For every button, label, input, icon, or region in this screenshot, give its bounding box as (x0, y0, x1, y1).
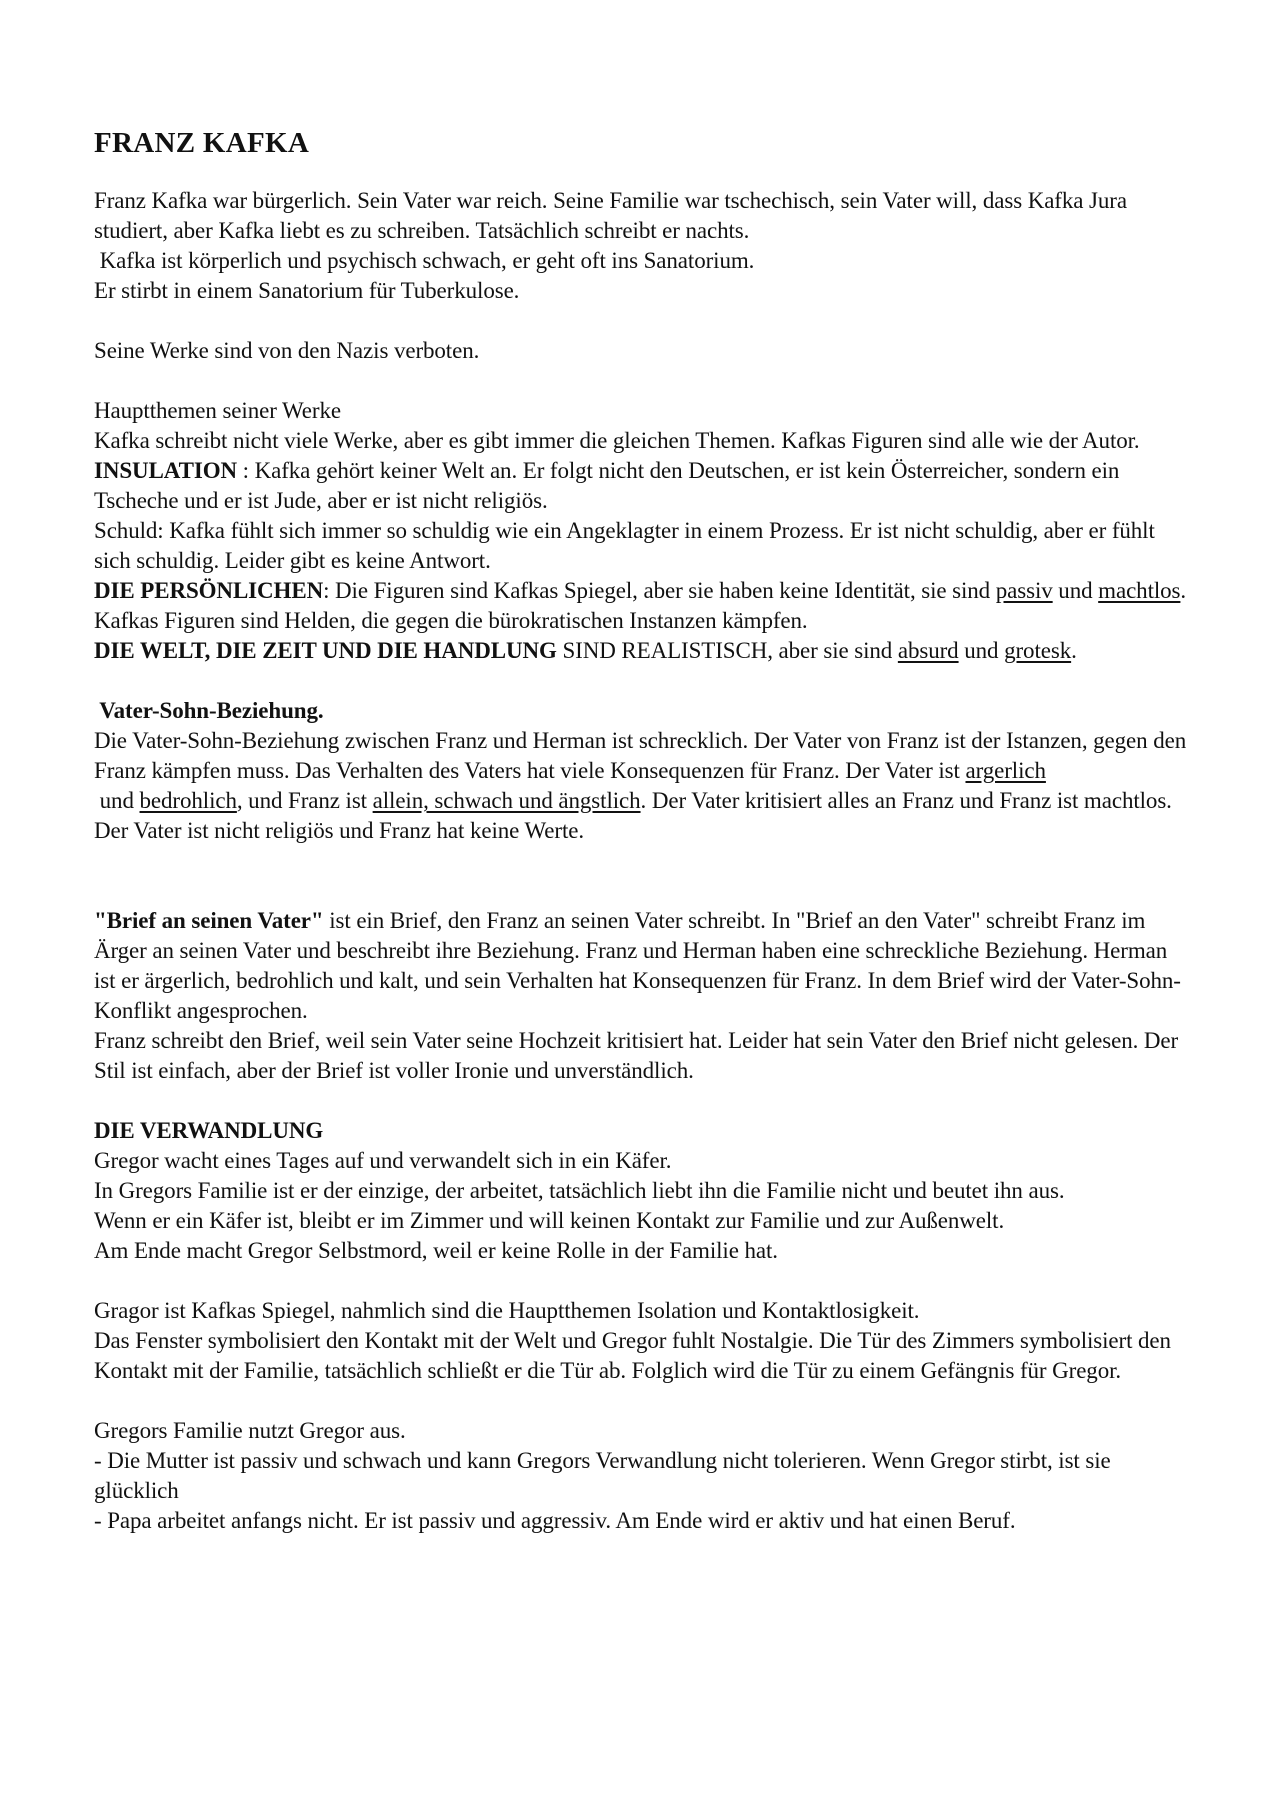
intro-paragraph-4: Seine Werke sind von den Nazis verboten. (94, 338, 480, 363)
vater-sohn-section (94, 696, 1194, 846)
persoenlichen-label: DIE PERSÖNLICHEN (94, 578, 324, 603)
themes-paragraph-1: Kafka schreibt nicht viele Werke, aber es gibt immer die gleichen Themen. Kafkas Figuren sind alle wie der Autor. (94, 428, 1140, 453)
helden-paragraph: Kafkas Figuren sind Helden, die gegen die bürokratischen Instanzen kämpfen. (94, 608, 808, 633)
welt-text: SIND REALISTISCH, aber sie sind (556, 638, 898, 663)
verwandlung-list-item-papa: - Papa arbeitet anfangs nicht. Er ist passiv und aggressiv. Am Ende wird er aktiv und hat einen Beruf. (94, 1508, 1016, 1533)
underlined-bedrohlich: bedrohlich (139, 788, 237, 813)
welt-end: . (1071, 638, 1077, 663)
underlined-passiv: passiv (995, 578, 1053, 603)
brief-section (94, 906, 1194, 1086)
vater-text-2: und (94, 788, 140, 813)
verwandlung-heading (94, 1116, 1194, 1146)
underlined-allein: allein, schwach und ängstlich (372, 788, 641, 813)
verwandlung-paragraph-1: Gregor wacht eines Tages auf und verwandelt sich in ein Käfer. (94, 1148, 672, 1173)
brief-label: "Brief an seinen Vater" (94, 908, 324, 933)
underlined-grotesk: grotesk (1004, 638, 1072, 663)
persoenlichen-paragraph (94, 576, 1194, 606)
verwandlung-paragraph-2: In Gregors Familie ist er der einzige, der arbeitet, tatsächlich liebt ihn die Familie nicht und beutet ihn aus. (94, 1178, 1065, 1203)
persoenlichen-end: . (1180, 578, 1187, 603)
vater-text-4: . Der Vater kritisiert alles an Franz und Franz ist machtlos. Der Vater ist nicht religiös und Franz hat keine Werte. (94, 788, 1172, 843)
vater-sohn-heading-text: Vater-Sohn-Beziehung. (94, 698, 324, 723)
welt-und: und (958, 638, 1005, 663)
welt-paragraph (94, 636, 1194, 666)
themes-section (94, 396, 1194, 666)
schuld-paragraph: Schuld: Kafka fühlt sich immer so schuldig wie ein Angeklagter in einem Prozess. Er ist nicht schuldig, aber er fühlt sich schuldig. Leider gibt es keine Antwort. (94, 518, 1155, 573)
underlined-argerlich: argerlich (965, 758, 1046, 783)
intro-section (94, 186, 1194, 366)
intro-paragraph-3: Er stirbt in einem Sanatorium für Tuberkulose. (94, 278, 520, 303)
intro-paragraph-1: Franz Kafka war bürgerlich. Sein Vater war reich. Seine Familie war tschechisch, sein Vater will, dass Kafka Jura studiert, aber Kafka liebt es zu schreiben. Tatsächlich schreibt er nachts. (94, 188, 1127, 243)
verwandlung-section (94, 1116, 1194, 1536)
verwandlung-paragraph-6: Das Fenster symbolisiert den Kontakt mit der Welt und Gregor fuhlt Nostalgie. Die Tür des Zimmers symbolisiert den Kontakt mit der Familie, tatsächlich schließt er die Tür ab. Folglich wird die Tür zu einem Gefängnis für Gregor. (94, 1328, 1171, 1383)
verwandlung-paragraph-5: Gragor ist Kafkas Spiegel, nahmlich sind die Hauptthemen Isolation und Kontaktlosigkeit. (94, 1298, 920, 1323)
insulation-label: INSULATION (94, 458, 237, 483)
verwandlung-heading-text: DIE VERWANDLUNG (94, 1118, 324, 1143)
brief-paragraph-2: Franz schreibt den Brief, weil sein Vater seine Hochzeit kritisiert hat. Leider hat sein Vater den Brief nicht gelesen. Der Stil ist einfach, aber der Brief ist voller Ironie und unverständlich. (94, 1028, 1179, 1083)
vater-text-3: , und Franz ist (236, 788, 373, 813)
insulation-text: : Kafka gehört keiner Welt an. Er folgt nicht den Deutschen, er ist kein Österreicher, sondern ein Tscheche und er ist Jude, aber er ist nicht religiös. (94, 458, 1120, 513)
vater-text-1: Die Vater-Sohn-Beziehung zwischen Franz und Herman ist schrecklich. Der Vater von Franz ist der Istanzen, gegen den Franz kämpfen muss. Das Verhalten des Vaters hat viele Konsequenzen für Franz. Der Vater ist (94, 728, 1187, 783)
underlined-machtlos: machtlos (1098, 578, 1181, 603)
brief-text-1: ist ein Brief, den Franz an seinen Vater schreibt. In "Brief an den Vater" schreibt Franz im Ärger an seinen Vater und beschreibt ihre Beziehung. Franz und Herman haben eine schreckliche Beziehung. Herman ist er ärgerlich, bedrohlich und kalt, und sein Verhalten hat Konsequenzen für Franz. In dem Brief wird der Vater-Sohn-Konflikt angesprochen. (94, 908, 1181, 1023)
verwandlung-list-item-mutter: - Die Mutter ist passiv und schwach und kann Gregors Verwandlung nicht tolerieren. Wenn Gregor stirbt, ist sie glücklich (94, 1448, 1111, 1503)
welt-label: DIE WELT, DIE ZEIT UND DIE HANDLUNG (94, 638, 557, 663)
insulation-paragraph (94, 456, 1194, 516)
verwandlung-paragraph-7: Gregors Familie nutzt Gregor aus. (94, 1418, 406, 1443)
page-title: FRANZ KAFKA (94, 127, 310, 159)
brief-paragraph-1 (94, 906, 1194, 1026)
persoenlichen-und: und (1052, 578, 1099, 603)
verwandlung-paragraph-4: Am Ende macht Gregor Selbstmord, weil er keine Rolle in der Familie hat. (94, 1238, 778, 1263)
vater-sohn-paragraph (94, 726, 1194, 846)
themes-heading: Hauptthemen seiner Werke (94, 398, 341, 423)
underlined-absurd: absurd (897, 638, 959, 663)
vater-sohn-heading (94, 696, 1194, 726)
intro-paragraph-2: Kafka ist körperlich und psychisch schwach, er geht oft ins Sanatorium. (94, 248, 755, 273)
verwandlung-paragraph-3: Wenn er ein Käfer ist, bleibt er im Zimmer und will keinen Kontakt zur Familie und zur Außenwelt. (94, 1208, 1005, 1233)
document-body (94, 126, 1194, 1536)
persoenlichen-text: : Die Figuren sind Kafkas Spiegel, aber sie haben keine Identität, sie sind (323, 578, 996, 603)
